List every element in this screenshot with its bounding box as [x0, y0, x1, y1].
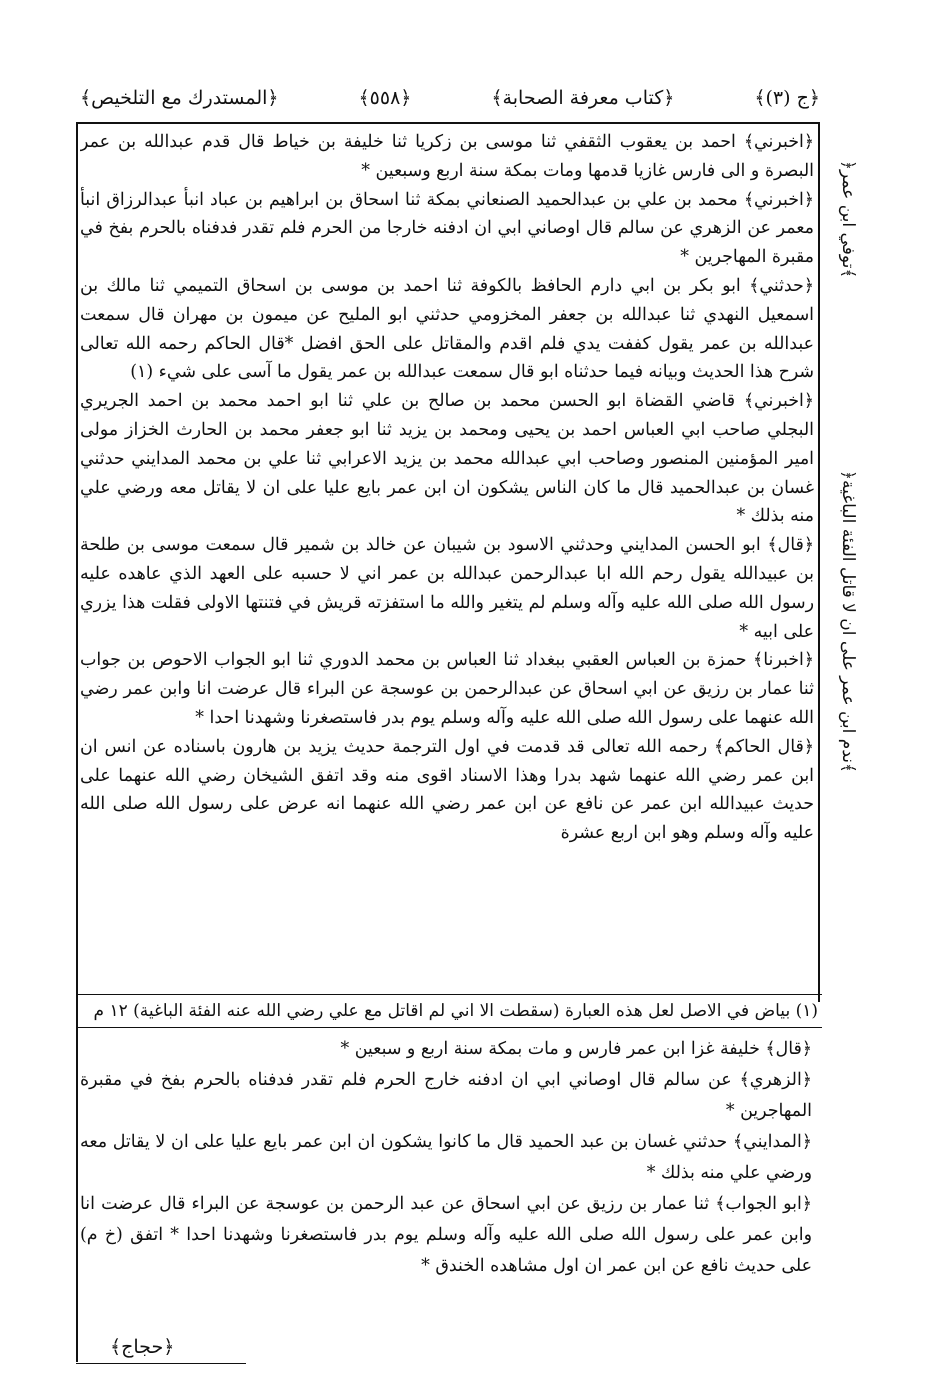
main-paragraph: ﴿حدثني﴾ ابو بكر بن ابي دارم الحافظ بالكوفة ثنا احمد بن موسى بن اسحاق التميمي ثنا مالك بن اسمعيل النهدي ثنا عبدالله بن جعفر المخزومي حدثني ابو المليح عن ميمون بن مهران قال سمعت عبدالله بن عمر يقول كففت يدي فلم اقدم والمقاتل على الحق افضل *قال الحاكم رحمه الله تعالى شرح هذا الحديث وبيانه فيما حدثناه ابو قال سمعت عبدالله بن عمر يقول ما آسى على شيء (١) [80, 275, 814, 383]
running-head-page-number: ﴿٥٥٨﴾ [358, 87, 412, 109]
main-paragraph: ﴿اخبرني﴾ قاضي القضاة ابو الحسن محمد بن صالح بن علي ثنا ابو احمد محمد بن احمد الجريري البجلي صاحب ابي العباس احمد بن يحيى ومحمد بن يزيد ثنا ابو جعفر محمد بن الحارث الخزاز مولى امير المؤمنين المنصور وصاحب ابي عبدالله محمد بن يزيد الاعرابي ثنا علي بن محمد المدايني حدثني غسان بن عبدالحميد قال ما كان الناس يشكون ان ابن عمر بايع عليا على ان لا يقاتل معه ورضي علي منه بذلك * [80, 391, 814, 527]
main-paragraph: ﴿اخبرني﴾ محمد بن علي بن عبدالحميد الصنعاني بمكة ثنا اسحاق بن ابراهيم بن عباد انبأ عبدالرزاق انبأ معمر عن الزهري عن سالم قال اوصاني ابي ان ادفنه خارجا من الحرم فلم تقدر فدفناه بالحرم بفخ في مقبرة المهاجرين * [80, 189, 814, 268]
margin-notes [822, 140, 858, 773]
talkhis-section [80, 1034, 812, 1338]
running-head [80, 80, 820, 116]
main-text [80, 128, 814, 994]
frame-left-rule [76, 122, 78, 1362]
margin-note-regret: ﴿ندم ابن عمر على ان لا قاتل الفئة الباغية﴾ [838, 470, 858, 773]
talkhis-paragraph: ﴿المدايني﴾ حدثني غسان بن عبد الحميد قال ما كانوا يشكون ان ابن عمر بايع عليا على ان لا يقاتل معه ورضي علي منه بذلك * [80, 1132, 812, 1183]
talkhis-paragraph: ﴿ابو الجواب﴾ ثنا عمار بن رزيق عن ابي اسحاق عن عبد الرحمن بن عوسجة عن البراء قال عرضت انا وابن عمر على رسول الله صلى الله عليه وآله وسلم يوم بدر فاستصغرنا وشهدنا احدا * اتفق (خ م) على حديث نافع عن ابن عمر ان اول مشاهده الخندق * [80, 1194, 812, 1276]
frame-bottom-rule [76, 1363, 246, 1364]
frame-top-rule [76, 122, 820, 124]
running-head-title: ﴿المستدرك مع التلخيص﴾ [80, 87, 279, 109]
main-paragraph: ﴿اخبرنا﴾ حمزة بن العباس العقبي ببغداد ثنا العباس بن محمد الدوري ثنا ابو الجواب الاحوص بن جواب ثنا عمار بن رزيق عن ابي اسحاق عن عبدالرحمن بن عوسجة عن البراء قال عرضت انا وابن عمر رضي الله عنهما على رسول الله صلى الله عليه وآله وسلم يوم بدر فاستصغرنا وشهدنا احدا * [80, 650, 814, 728]
footnote-rule-top [78, 994, 822, 995]
main-paragraph: ﴿قال الحاكم﴾ رحمه الله تعالى قد قدمت في اول الترجمة حديث يزيد بن هارون باسناده عن انس ان ابن عمر رضي الله عنهما شهد بدرا وهذا الاسناد اقوى منه وقد اتفق الشيخان رضي الله عنهما على حديث عبيدالله ابن عمر عن نافع عن ابن عمر رضي الله عنهما انه عرض على رسول الله صلى الله عليه وآله وسلم وهو ابن اربع عشرة [80, 736, 814, 844]
footnote-rule-bottom [78, 1027, 822, 1028]
footnote: (١) بياض في الاصل لعل هذه العبارة (سقطت الا اني لم اقاتل مع علي رضي الله عنه الفئة الباغية) ١٢ م [93, 1001, 818, 1021]
talkhis-paragraph: ﴿الزهري﴾ عن سالم قال اوصاني ابي ان ادفنه خارج الحرم فلم تقدر فدفناه بالحرم بفخ في مقبرة المهاجرين * [80, 1070, 812, 1121]
main-paragraph: ﴿اخبرني﴾ احمد بن يعقوب الثقفي ثنا موسى بن زكريا ثنا خليفة بن خياط قال قدم عبدالله بن عمر البصرة و الى فارس غازيا قدمها ومات بمكة سنة اربع وسبعين * [80, 132, 814, 181]
margin-note-death: ﴿توفي ابن عمر﴾ [838, 160, 858, 279]
running-head-book: ﴿كتاب معرفة الصحابة﴾ [491, 87, 675, 109]
frame-right-rule [818, 122, 820, 1002]
talkhis-paragraph: ﴿قال﴾ خليفة غزا ابن عمر فارس و مات بمكة سنة اربع و سبعين * [340, 1039, 812, 1059]
main-paragraph: ﴿قال﴾ ابو الحسن المدايني وحدثني الاسود بن شيبان عن خالد بن شمير قال سمعت موسى بن طلحة بن عبيدالله يقول رحم الله ابا عبدالرحمن عبدالله بن عمر اني لا حسبه على العهد الذي عاهده عليه رسول الله صلى الله عليه وآله وسلم لم يتغير والله ما استفزته قريش في فتنتها الاولى فقلت هذا يزري على ابيه * [80, 535, 814, 642]
printer-signature: ﴿حجاج﴾ [110, 1336, 175, 1358]
running-head-volume: ﴿ج (٣)﴾ [754, 87, 820, 109]
